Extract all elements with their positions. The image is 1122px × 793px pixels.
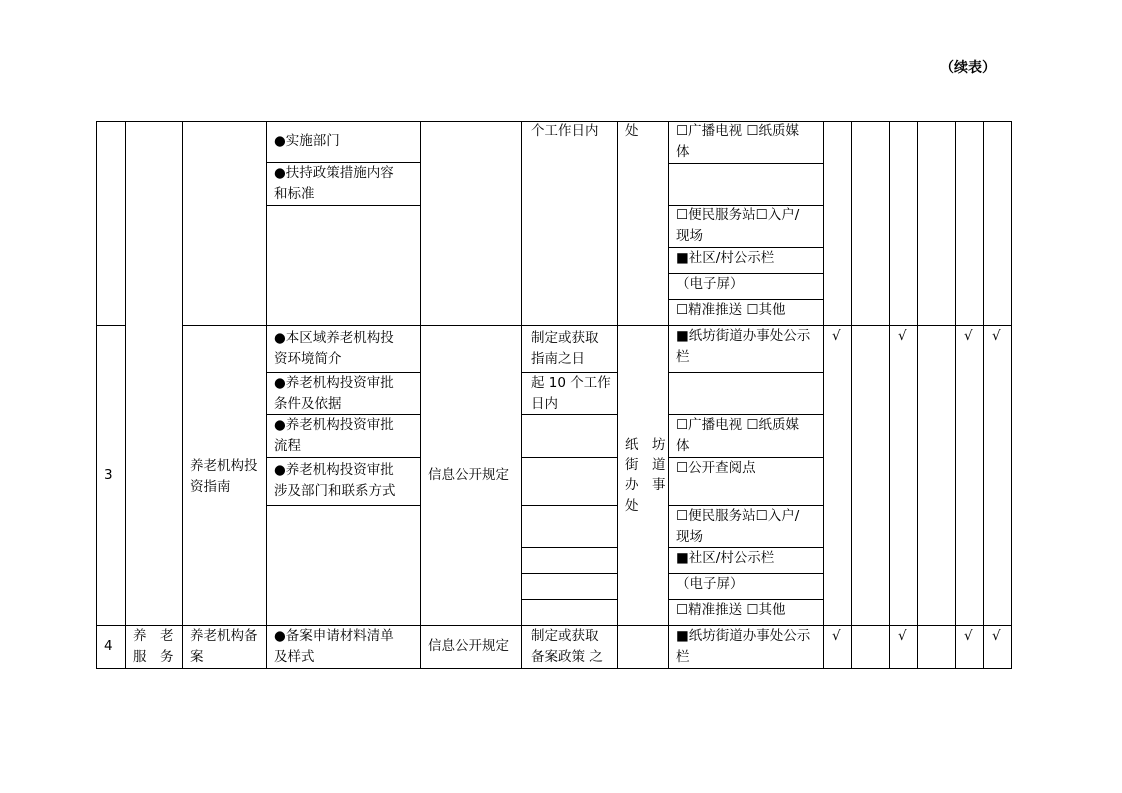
grid-line xyxy=(668,121,669,668)
channel-item: 现场 xyxy=(676,228,703,244)
content-item: 资环境简介 xyxy=(274,351,342,367)
disclosure-time: 指南之日 xyxy=(531,351,585,367)
channel-item: （电子屏） xyxy=(676,576,744,592)
grid-line xyxy=(182,121,183,668)
grid-line xyxy=(851,121,852,668)
content-item: 及样式 xyxy=(274,649,315,665)
channel-item: ■纸坊街道办事处公示 xyxy=(676,328,811,344)
channel-item: （电子屏） xyxy=(676,276,744,292)
grid-line xyxy=(521,121,522,668)
category: 养 老 xyxy=(133,628,174,644)
channel-item: ☐精准推送 ☐其他 xyxy=(676,602,786,618)
grid-line xyxy=(983,121,984,668)
grid-line xyxy=(266,121,267,668)
disclosure-subject: 处 xyxy=(625,123,639,139)
channel-item: ■社区/村公示栏 xyxy=(676,550,775,566)
channel-item: ☐精准推送 ☐其他 xyxy=(676,302,786,318)
category: 服 务 xyxy=(133,649,174,665)
item-name: 案 xyxy=(190,649,204,665)
content-item: ●备案申请材料清单 xyxy=(274,628,394,644)
grid-line xyxy=(96,668,1012,669)
channel-item: 体 xyxy=(676,438,690,454)
channel-item: ☐便民服务站☐入户/ xyxy=(676,508,800,524)
channel-item: 栏 xyxy=(676,349,690,365)
disclosure-time: 个工作日内 xyxy=(531,123,599,139)
grid-line xyxy=(96,121,97,668)
grid-line xyxy=(521,547,618,548)
grid-line xyxy=(917,121,918,668)
content-item: 条件及依据 xyxy=(274,396,342,412)
row-number: 4 xyxy=(104,638,113,654)
disclosure-subject: 办 事 xyxy=(625,477,666,493)
check-mark: √ xyxy=(898,628,907,644)
item-name: 养老机构备 xyxy=(190,628,258,644)
channel-item: 现场 xyxy=(676,529,703,545)
grid-line xyxy=(521,505,618,506)
grid-line xyxy=(955,121,956,668)
disclosure-basis: 信息公开规定 xyxy=(428,638,509,654)
disclosure-subject: 处 xyxy=(625,498,639,514)
channel-item: ☐便民服务站☐入户/ xyxy=(676,207,800,223)
grid-line xyxy=(96,325,126,326)
check-mark: √ xyxy=(832,628,841,644)
check-mark: √ xyxy=(832,328,841,344)
disclosure-subject: 街 道 xyxy=(625,457,666,473)
grid-line xyxy=(182,325,1012,326)
content-item: ●本区域养老机构投 xyxy=(274,330,394,346)
channel-item: ☐公开查阅点 xyxy=(676,460,756,476)
content-item: 涉及部门和联系方式 xyxy=(274,483,396,499)
disclosure-time: 制定或获取 xyxy=(531,628,599,644)
disclosure-time: 备案政策 之 xyxy=(531,649,603,665)
content-item: 和标准 xyxy=(274,186,315,202)
check-mark: √ xyxy=(992,328,1001,344)
item-name: 资指南 xyxy=(190,479,231,495)
grid-line xyxy=(668,163,824,164)
disclosure-time: 制定或获取 xyxy=(531,330,599,346)
content-item: ●养老机构投资审批 xyxy=(274,462,394,478)
row-number: 3 xyxy=(104,467,113,483)
grid-line xyxy=(521,573,618,574)
disclosure-subject: 纸 坊 xyxy=(625,437,666,453)
continued-label: （续表） xyxy=(940,60,996,76)
disclosure-time: 起 10 个工作 xyxy=(531,375,611,391)
grid-line xyxy=(420,121,421,668)
disclosure-time: 日内 xyxy=(531,396,558,412)
channel-item: 栏 xyxy=(676,649,690,665)
content-item: 流程 xyxy=(274,438,301,454)
grid-line xyxy=(266,505,421,506)
grid-line xyxy=(617,121,618,668)
grid-line xyxy=(266,205,421,206)
item-name: 养老机构投 xyxy=(190,458,258,474)
grid-line xyxy=(1011,121,1012,668)
content-item: ●养老机构投资审批 xyxy=(274,417,394,433)
channel-item: ■社区/村公示栏 xyxy=(676,250,775,266)
channel-item: ☐广播电视 ☐纸质媒 xyxy=(676,417,799,433)
check-mark: √ xyxy=(898,328,907,344)
grid-line xyxy=(668,372,824,373)
grid-line xyxy=(521,457,618,458)
check-mark: √ xyxy=(964,328,973,344)
content-item: ●养老机构投资审批 xyxy=(274,375,394,391)
grid-line xyxy=(266,457,421,458)
grid-line xyxy=(521,599,618,600)
content-item: ●扶持政策措施内容 xyxy=(274,165,394,181)
channel-item: ■纸坊街道办事处公示 xyxy=(676,628,811,644)
check-mark: √ xyxy=(964,628,973,644)
channel-item: 体 xyxy=(676,144,690,160)
grid-line xyxy=(125,121,126,668)
check-mark: √ xyxy=(992,628,1001,644)
disclosure-basis: 信息公开规定 xyxy=(428,467,509,483)
content-item: ●实施部门 xyxy=(274,133,340,149)
channel-item: ☐广播电视 ☐纸质媒 xyxy=(676,123,799,139)
grid-line xyxy=(823,121,824,668)
grid-line xyxy=(889,121,890,668)
